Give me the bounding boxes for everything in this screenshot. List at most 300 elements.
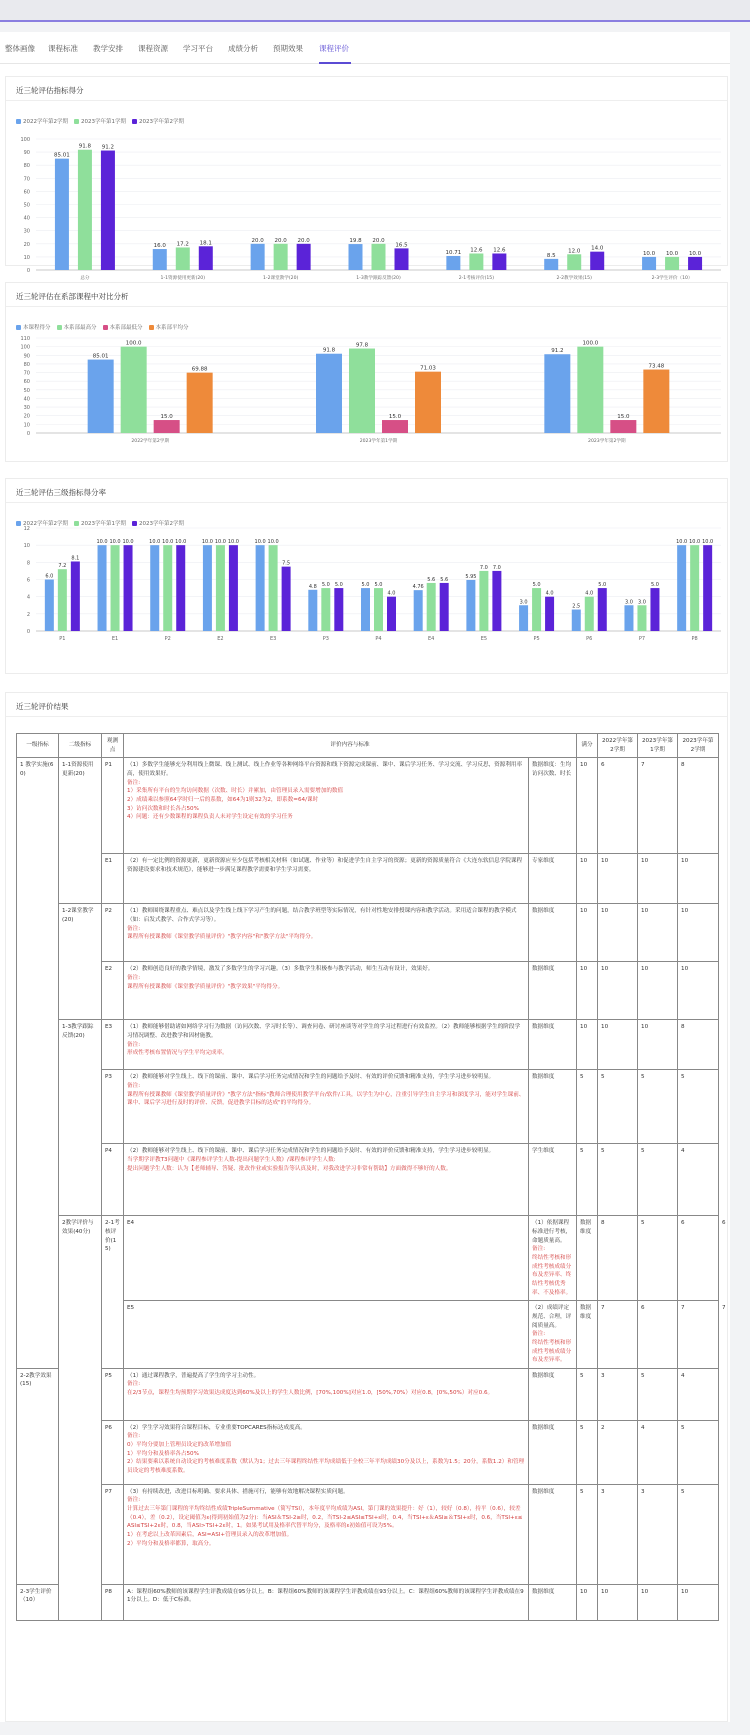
tab-platform[interactable]: 学习平台: [183, 44, 213, 53]
x-category-label: 2-2教学效果(15): [556, 276, 592, 281]
evaluation-results-card: [5, 692, 728, 1722]
level2-indicator: 2-2教学效果(15): [17, 1368, 59, 1584]
y-tick-label: 12: [23, 526, 30, 532]
bar: [71, 561, 80, 631]
data-label: 20.0: [274, 237, 287, 244]
data-label: 5.0: [321, 582, 330, 589]
content-note: 备注:: [127, 1497, 141, 1504]
data-label: 5.0: [334, 582, 343, 589]
data-label: 5.0: [532, 582, 541, 589]
x-category-label: P5: [533, 636, 540, 642]
legend-swatch: [74, 119, 79, 124]
content-note: 课程所有授课教师《课堂教学质量评价》"教学方法"指标"教师合理使用教学平台/软件/工具，以学生为中心，注重引导学生自主学习和深度学习，能对学生课前、课中、课后学习进行及时的评价、反馈，促进教学目标的达成"的平均得分。: [127, 1091, 525, 1107]
table-row: [17, 962, 719, 1020]
term-score-3: 10: [678, 904, 719, 962]
term-score-3: 5: [678, 1484, 719, 1584]
data-label: 10.0: [214, 539, 226, 546]
data-label: 4.0: [387, 590, 396, 597]
level1-indicator: 2教学评价与效果(40分): [59, 1216, 102, 1621]
bar: [98, 545, 107, 631]
full-score: 5: [577, 1484, 598, 1584]
chart-2-title: 近三轮评估在系部课程中对比分析: [16, 292, 129, 301]
evaluation-method: 数据维度: [577, 1216, 598, 1301]
data-label: 91.8: [322, 347, 336, 354]
term-score-3: 10: [678, 854, 719, 904]
table-row: [17, 854, 719, 904]
term-score-3: 4: [678, 1368, 719, 1420]
data-label: 73.48: [648, 363, 665, 370]
data-label: 5.95: [465, 573, 477, 580]
header-term-3: 2023学年第2学期: [678, 734, 719, 758]
legend-item[interactable]: [16, 117, 68, 125]
bar: [492, 253, 506, 270]
x-category-label: 2-1考核评价(15): [458, 276, 495, 281]
main-content: [0, 32, 730, 1722]
bar: [665, 257, 679, 270]
data-label: 14.0: [591, 245, 604, 252]
content-note: 终结性考核和形成性考核成绩分布及差异率。: [532, 1339, 572, 1364]
data-label: 10.0: [665, 250, 679, 257]
term-score-1: 5: [638, 1216, 678, 1301]
legend-swatch: [16, 521, 21, 526]
y-tick-label: 20: [23, 413, 30, 420]
bar: [101, 151, 115, 270]
data-label: 5.6: [440, 576, 449, 583]
data-label: 3.0: [519, 599, 528, 606]
bar: [372, 244, 386, 270]
table-title: 近三轮评价结果: [16, 702, 69, 711]
y-tick-label: 70: [23, 370, 30, 377]
legend-item[interactable]: [149, 323, 189, 331]
bar: [45, 580, 54, 632]
evaluation-method: 数据维度：生均访问次数、时长: [529, 758, 577, 854]
legend-label: 本课程得分: [23, 325, 51, 331]
data-label: 20.0: [297, 237, 310, 244]
term-score-2: 7: [678, 1301, 719, 1369]
level2-indicator: 2-1考核评价(15): [102, 1216, 124, 1369]
data-label: 2.5: [572, 603, 581, 610]
data-label: 10.0: [201, 539, 213, 546]
bar: [58, 569, 67, 631]
content-note: 计算过去三年第门课程的平均终结性成绩TripleSummative（简写TSI），本年度平均成绩为ASI，第门课的效果提升：好（1），较好（0.8），持平（0.6），较差（0.4），差（0.2），设定阈值为ε(得到初始值为2分)：当ASI＆TSI-2≥时，0.2，当TSI-2≤ASI≤TSI+ε时，0.4，当TSI+ε＆ASI≥＆TSI+ε时，0.6，当TSI+ε≤ASI≤TSI+2ε时，0.8，当ASI>TSI+2ε时，1。如果考试用及格率代替平均分，及格率的ε初始值可设为5%。: [127, 1506, 523, 1530]
content-text: （3）有持续改进，改进目标明确、要求具体、措施可行，能够有效地解决课程实质问题。: [127, 1488, 349, 1495]
chart-card-1: [5, 76, 728, 281]
data-label: 20.0: [372, 237, 385, 244]
term-score-3: 10: [678, 1584, 719, 1620]
content-note: 备注:: [127, 1082, 141, 1089]
chart-2-legend: [16, 323, 189, 331]
data-label: 10.0: [227, 539, 239, 546]
bar: [642, 257, 656, 270]
term-score-2: 7: [638, 758, 678, 854]
evaluation-method: 数据维度: [529, 1368, 577, 1420]
evaluation-table: [16, 733, 726, 1621]
term-score-1: 6: [598, 758, 638, 854]
content-note: 0）平均分要加上管理员设定的改革增加值: [127, 1442, 232, 1449]
table-header-row: [17, 734, 719, 758]
bar: [677, 545, 686, 631]
bar: [598, 588, 607, 631]
data-label: 16.0: [153, 243, 166, 250]
chart-3-svg: [6, 479, 729, 675]
content-note: 备注:: [127, 1433, 141, 1440]
legend-item[interactable]: [57, 323, 97, 331]
bar: [349, 349, 375, 433]
data-label: 10.0: [702, 539, 714, 546]
legend-swatch: [149, 325, 154, 330]
x-category-label: E2: [217, 636, 224, 642]
data-label: 7.5: [282, 560, 291, 567]
tab-score-analysis[interactable]: 成绩分析: [228, 44, 258, 53]
data-label: 7.2: [58, 563, 67, 570]
term-score-1: 2: [598, 1420, 638, 1484]
y-tick-label: 40: [23, 215, 30, 222]
x-category-label: P2: [164, 636, 171, 642]
data-label: 5.0: [361, 582, 370, 589]
term-score-2: 10: [638, 904, 678, 962]
observation-code: P5: [102, 1368, 124, 1420]
table-row: [17, 904, 719, 962]
y-tick-label: 0: [26, 431, 30, 437]
legend-item[interactable]: [74, 519, 126, 527]
data-label: 15.0: [617, 414, 630, 421]
data-label: 10.0: [688, 250, 702, 257]
header-observation: 观测点: [102, 734, 124, 758]
data-label: 10.0: [254, 539, 266, 546]
content-note: 备注:: [127, 1041, 141, 1048]
evaluation-content: [124, 1144, 529, 1216]
data-label: 6.0: [45, 573, 54, 580]
header-term-2: 2023学年第1学期: [638, 734, 678, 758]
evaluation-content: [529, 1216, 577, 1301]
y-tick-label: 10: [23, 254, 30, 261]
bar: [282, 567, 291, 631]
y-tick-label: 80: [23, 361, 30, 368]
bar: [229, 545, 238, 631]
legend-label: 2022学年第2学期: [23, 521, 68, 527]
bar: [387, 597, 396, 631]
content-note: 当学期学评教T3问题中《课程参评学生人数-提出问题学生人数》/课程参评学生人数:: [127, 1156, 336, 1163]
legend-item[interactable]: [132, 117, 184, 125]
data-label: 91.2: [101, 144, 115, 151]
bar: [567, 254, 581, 270]
bar: [382, 420, 408, 433]
term-score-3: 5: [678, 1070, 719, 1144]
term-score-1: 5: [598, 1070, 638, 1144]
y-tick-label: 100: [20, 137, 30, 143]
legend-swatch: [132, 521, 137, 526]
y-tick-label: 30: [23, 228, 30, 235]
observation-code: P3: [102, 1070, 124, 1144]
evaluation-method: 数据维度: [529, 1584, 577, 1620]
term-score-2: 10: [638, 854, 678, 904]
data-label: 5.6: [427, 576, 436, 583]
content-text: （2）成绩评定规范、合理，评阅质量高。: [532, 1305, 572, 1329]
y-tick-label: 30: [23, 405, 30, 412]
tab-resources[interactable]: 课程资源: [138, 44, 168, 53]
term-score-2: 10: [638, 1020, 678, 1070]
bar: [643, 370, 669, 433]
legend-swatch: [103, 325, 108, 330]
data-label: 100.0: [125, 340, 142, 347]
legend-label: 本系部平均分: [155, 325, 189, 331]
tab-expected-effect[interactable]: 预期效果: [273, 44, 303, 53]
evaluation-content: [124, 1420, 529, 1484]
x-category-label: 1-1资源使用更新(20): [160, 276, 206, 281]
bar: [176, 545, 185, 631]
data-label: 4.76: [412, 584, 424, 591]
full-score: 5: [577, 1368, 598, 1420]
content-note: 2）结果要乘以系统自动设定的考核难度系数（默认为1；过去三年课程终结性平均成绩低于全校三年平均成绩30分及以上，系数为1.5；20分，系数1.2）和管理员设定的考核难度系数。: [127, 1459, 525, 1475]
legend-item[interactable]: [132, 519, 184, 527]
data-label: 8.5: [546, 252, 556, 259]
full-score: 10: [577, 854, 598, 904]
term-score-2: 10: [638, 962, 678, 1020]
evaluation-method: 数据维度: [577, 1301, 598, 1369]
content-note: 备注:: [127, 925, 141, 932]
bar: [334, 588, 343, 631]
x-category-label: E1: [111, 636, 119, 642]
data-label: 91.2: [551, 348, 564, 355]
term-score-1: 5: [598, 1144, 638, 1216]
bar: [688, 257, 702, 270]
term-score-1: 10: [598, 1020, 638, 1070]
term-score-1: 10: [598, 854, 638, 904]
content-note: 形成性考核布置情况与学生平均完成率。: [127, 1050, 228, 1057]
tab-course-standard[interactable]: 课程标准: [48, 44, 78, 53]
x-category-label: P3: [322, 636, 329, 642]
tab-bar: [0, 32, 730, 64]
data-label: 5.0: [650, 582, 659, 589]
content-note: 3）访问次数和时长各占50%: [127, 805, 199, 812]
observation-code: P6: [102, 1420, 124, 1484]
content-note: 课程所有授课教师《课堂教学质量评价》"教学内容"和"教学方法"平均得分。: [127, 934, 317, 941]
legend-swatch: [16, 119, 21, 124]
bar: [269, 545, 278, 631]
chart-1-svg: [6, 77, 729, 281]
observation-code: P4: [102, 1144, 124, 1216]
y-tick-label: 50: [23, 202, 30, 209]
tab-course-evaluation[interactable]: 课程评价: [319, 44, 349, 53]
data-label: 10.0: [267, 539, 279, 546]
bar: [440, 583, 449, 631]
header-term-1: 2022学年第2学期: [598, 734, 638, 758]
data-label: 4.0: [545, 590, 554, 597]
chart-1-legend: [16, 117, 184, 125]
content-text: （2）教师创造良好的教学情境，激发了多数学生的学习兴趣。（3）多数学生积极参与教学活动，师生互动有设计，效果好。: [127, 966, 434, 973]
bar: [349, 244, 363, 270]
data-label: 10.0: [109, 539, 121, 546]
legend-label: 2023学年第2学期: [139, 119, 184, 125]
legend-item[interactable]: [16, 323, 51, 331]
evaluation-content: [124, 1020, 529, 1070]
legend-label: 本系部最低分: [109, 325, 143, 331]
evaluation-method: 学生维度: [529, 1144, 577, 1216]
evaluation-content: [124, 854, 529, 904]
term-score-1: 3: [598, 1368, 638, 1420]
data-label: 17.2: [176, 241, 189, 248]
data-label: 85.01: [92, 353, 109, 360]
data-label: 97.8: [355, 342, 369, 349]
y-tick-label: 110: [20, 336, 30, 342]
table-row: [17, 1070, 719, 1144]
bar: [274, 244, 288, 270]
data-label: 4.0: [585, 590, 594, 597]
x-category-label: E4: [428, 636, 435, 642]
y-tick-label: 4: [26, 594, 30, 601]
bar: [545, 597, 554, 631]
data-label: 10.0: [689, 539, 701, 546]
data-label: 10.0: [149, 539, 161, 546]
observation-code: P8: [102, 1584, 124, 1620]
chart-3-title: 近三轮评估三级指标得分率: [16, 488, 106, 497]
content-note: 1）采集所有平台的生均访问数据（次数、时长）并累加，由管理员录入需要增加的数值: [127, 788, 344, 795]
legend-label: 2023学年第2学期: [139, 521, 184, 527]
level2-indicator: 2-3学生评价（10）: [17, 1584, 59, 1620]
term-score-3: 4: [678, 1144, 719, 1216]
legend-item[interactable]: [16, 519, 68, 527]
term-score-1: 10: [598, 1584, 638, 1620]
content-note: 1）平均分和及格率各占50%: [127, 1450, 199, 1457]
y-tick-label: 6: [26, 577, 30, 584]
data-label: 3.0: [624, 599, 633, 606]
term-score-3: 5: [678, 1420, 719, 1484]
observation-code: E3: [102, 1020, 124, 1070]
bar: [251, 244, 265, 270]
observation-code: P7: [102, 1484, 124, 1584]
bar: [519, 605, 528, 631]
bar: [415, 372, 441, 433]
data-label: 91.8: [78, 143, 92, 150]
observation-code: E2: [102, 962, 124, 1020]
full-score: 8: [598, 1216, 638, 1301]
term-score-2: 10: [638, 1584, 678, 1620]
x-category-label: E3: [269, 636, 277, 642]
content-text: （1）多数学生能够充分利用线上微课、线上测试、线上作业等各种网络平台资源和线下资源完成课前、课中、课后学习任务、学习交流、学习反思，资源利用率高，使用效果好。: [127, 762, 523, 777]
data-label: 10.71: [445, 249, 462, 256]
content-note: 备注:: [127, 779, 141, 786]
bar: [153, 249, 167, 270]
legend-swatch: [16, 325, 21, 330]
y-tick-label: 100: [20, 344, 30, 351]
data-label: 10.0: [642, 250, 656, 257]
bar: [414, 590, 423, 631]
bar: [163, 545, 172, 631]
bar: [216, 545, 225, 631]
y-tick-label: 70: [23, 176, 30, 183]
level1-indicator: 1 教学实施(60): [17, 758, 59, 1369]
bar: [690, 545, 699, 631]
bar: [577, 347, 603, 433]
legend-item[interactable]: [74, 117, 126, 125]
term-score-2: 6: [678, 1216, 719, 1301]
observation-code: P2: [102, 904, 124, 962]
bar: [395, 248, 409, 270]
evaluation-method: 数据维度: [529, 1420, 577, 1484]
content-note: 提出问题学生人数：认为【老师辅导、答疑、批改作业或实验报告等认真及时，对我改进学习非常有帮助】方面做得不够好的人数。: [127, 1165, 452, 1172]
x-category-label: 2023学年第1学期: [359, 439, 398, 444]
x-category-label: P7: [638, 636, 646, 642]
header-full-score: 满分: [577, 734, 598, 758]
table-row: E5 （2）成绩评定规范、合理，评阅质量高。 备注: 终结性考核和形成性考核成绩分布及差异率。 数据维度 7 6 7 7: [17, 1301, 719, 1369]
term-score-1: 3: [598, 1484, 638, 1584]
x-category-label: 2022学年第2学期: [131, 439, 169, 444]
data-label: 20.0: [251, 237, 264, 244]
active-tab-underline: [319, 62, 351, 64]
content-note: 4）问题：还有少数课程的课程负责人未对学生设定有效的学习任务: [127, 814, 293, 821]
full-score: 5: [577, 1144, 598, 1216]
bar: [256, 545, 265, 631]
full-score: 10: [577, 1584, 598, 1620]
data-label: 10.0: [162, 539, 174, 546]
bar: [532, 588, 541, 631]
bar: [361, 588, 370, 631]
bar: [55, 159, 69, 270]
tab-overview[interactable]: 整体画像: [5, 44, 35, 53]
term-score-3: 8: [678, 1020, 719, 1070]
data-label: 12.6: [470, 247, 483, 254]
bar: [544, 354, 570, 433]
content-text: （1）教师能够借助诸如网络学习行为数据（访问次数、学习时长等）、调查问卷、研讨座谈等对学生的学习过程进行有效监控。（2）教师能够根据学生的阶段学习情况调整、改进教学和因材施教。: [127, 1024, 521, 1039]
content-text: （2）有一定比例的资源更新，更新资源应至少包括考核相关材料（如试题、作业等）和促进学生自主学习的资源；更新的资源质量符合《大连东软信息学院课程资源建设要求和技术规范》，能够进一步满足课程教学需要和学生学习需要。: [127, 858, 523, 873]
data-label: 8.1: [71, 555, 80, 562]
content-text: A：课程组60%教师的该课程学生评教成绩在95分以上。B：课程组60%教师的该课程学生评教成绩在93分以上。C：课程组60%教师的该课程学生评教成绩在91分以上。D：低于C标准。: [127, 1588, 524, 1604]
full-score: 5: [577, 1070, 598, 1144]
full-score: 7: [598, 1301, 638, 1369]
data-label: 10.0: [96, 539, 108, 546]
content-note: 课程所有授课教师《课堂教学质量评价》"教学效果"平均得分。: [127, 983, 284, 990]
y-tick-label: 60: [23, 379, 30, 386]
header-content: 评价内容与标准: [124, 734, 577, 758]
content-note: 备注:: [532, 1246, 546, 1253]
y-tick-label: 10: [23, 543, 30, 550]
evaluation-method: 数据维度: [529, 962, 577, 1020]
bar: [492, 571, 501, 631]
chart-card-2: [5, 282, 728, 462]
evaluation-content: [124, 962, 529, 1020]
bar: [187, 373, 213, 433]
full-score: 10: [577, 758, 598, 854]
x-category-label: P4: [375, 636, 382, 642]
term-score-1: 10: [598, 962, 638, 1020]
bar: [88, 360, 114, 433]
full-score: 10: [577, 904, 598, 962]
y-tick-label: 50: [23, 387, 30, 394]
bar: [154, 420, 180, 433]
content-text: （1）教师围绕课程重点、难点以及学生线上线下学习产生的问题，结合教学班型等实际情况，有针对性地安排授课内容和教学活动。采用适合课程的教学模式（如：启发式教学、合作式学习等）。: [127, 908, 517, 923]
header-level1: 一级指标: [17, 734, 59, 758]
tab-schedule[interactable]: 教学安排: [93, 44, 123, 53]
y-tick-label: 90: [23, 150, 30, 157]
data-label: 71.03: [420, 365, 436, 372]
x-category-label: 1-3教学跟踪反馈(20): [356, 276, 401, 281]
bar: [316, 354, 342, 433]
bar: [637, 605, 646, 631]
evaluation-method: 数据维度: [529, 904, 577, 962]
data-label: 85.01: [54, 152, 70, 159]
observation-code: E1: [102, 854, 124, 904]
content-note: 在2/3节点，课程生均预期学习效果达成度达到60%及以上的学生人数比例，[70%,100%]对应1.0，[50%,70%）对应0.8，[0%,50%）对应0.6。: [127, 1390, 494, 1397]
x-category-label: P1: [59, 636, 66, 642]
legend-item[interactable]: [103, 323, 143, 331]
y-tick-label: 60: [23, 189, 30, 196]
bar: [203, 545, 212, 631]
data-label: 19.8: [349, 238, 362, 245]
content-text: （1）通过课程教学，普遍提高了学生的学习主动性。: [127, 1372, 260, 1379]
bar: [544, 259, 558, 270]
data-label: 10.0: [676, 539, 688, 546]
bar: [124, 545, 133, 631]
